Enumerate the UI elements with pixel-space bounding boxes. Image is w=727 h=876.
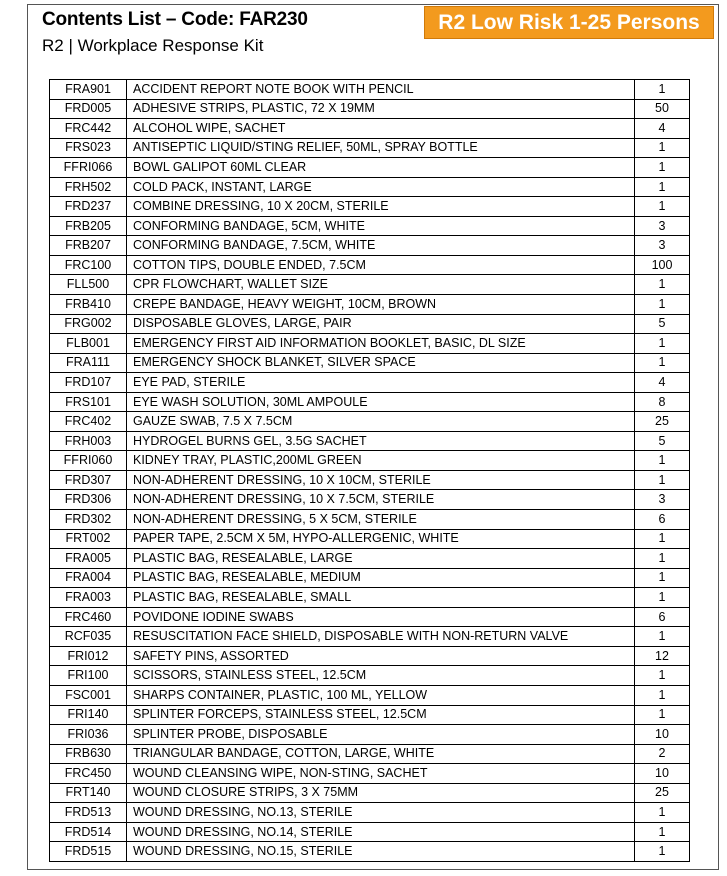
item-description: NON-ADHERENT DRESSING, 10 X 10CM, STERILE — [127, 470, 635, 490]
item-description: ALCOHOL WIPE, SACHET — [127, 119, 635, 139]
table-row — [50, 99, 690, 119]
item-description: WOUND DRESSING, NO.13, STERILE — [127, 803, 635, 823]
item-description: COMBINE DRESSING, 10 X 20CM, STERILE — [127, 197, 635, 217]
item-quantity: 8 — [635, 392, 690, 412]
table-row — [50, 177, 690, 197]
item-code: FRD005 — [50, 99, 127, 119]
table-row — [50, 627, 690, 647]
item-description: COTTON TIPS, DOUBLE ENDED, 7.5CM — [127, 255, 635, 275]
item-code: FRB630 — [50, 744, 127, 764]
item-quantity: 1 — [635, 334, 690, 354]
item-code: FRD514 — [50, 822, 127, 842]
item-code: FRA003 — [50, 588, 127, 608]
table-row — [50, 744, 690, 764]
page-title: Contents List – Code: FAR230 — [42, 9, 308, 30]
item-description: SHARPS CONTAINER, PLASTIC, 100 ML, YELLOW — [127, 685, 635, 705]
table-row — [50, 314, 690, 334]
item-description: EYE PAD, STERILE — [127, 373, 635, 393]
item-quantity: 6 — [635, 607, 690, 627]
item-description: CREPE BANDAGE, HEAVY WEIGHT, 10CM, BROWN — [127, 295, 635, 315]
item-quantity: 1 — [635, 568, 690, 588]
item-quantity: 10 — [635, 725, 690, 745]
item-quantity: 1 — [635, 685, 690, 705]
table-row — [50, 216, 690, 236]
item-code: FRD307 — [50, 470, 127, 490]
item-code: FRB205 — [50, 216, 127, 236]
item-code: FRD515 — [50, 842, 127, 862]
table-row — [50, 764, 690, 784]
table-row — [50, 607, 690, 627]
table-row — [50, 705, 690, 725]
item-quantity: 3 — [635, 490, 690, 510]
table-row — [50, 725, 690, 745]
item-quantity: 1 — [635, 275, 690, 295]
item-description: EMERGENCY SHOCK BLANKET, SILVER SPACE — [127, 353, 635, 373]
contents-table — [49, 79, 690, 862]
item-quantity: 1 — [635, 666, 690, 686]
item-code: FRB410 — [50, 295, 127, 315]
item-code: FRD107 — [50, 373, 127, 393]
item-quantity: 1 — [635, 158, 690, 178]
item-quantity: 1 — [635, 549, 690, 569]
item-quantity: 25 — [635, 412, 690, 432]
item-description: WOUND DRESSING, NO.15, STERILE — [127, 842, 635, 862]
item-quantity: 1 — [635, 353, 690, 373]
item-description: EYE WASH SOLUTION, 30ML AMPOULE — [127, 392, 635, 412]
item-quantity: 5 — [635, 314, 690, 334]
item-code: FRI036 — [50, 725, 127, 745]
table-row — [50, 255, 690, 275]
item-description: DISPOSABLE GLOVES, LARGE, PAIR — [127, 314, 635, 334]
table-row — [50, 510, 690, 530]
item-description: PLASTIC BAG, RESEALABLE, MEDIUM — [127, 568, 635, 588]
item-description: HYDROGEL BURNS GEL, 3.5G SACHET — [127, 431, 635, 451]
item-description: SAFETY PINS, ASSORTED — [127, 646, 635, 666]
table-row — [50, 666, 690, 686]
table-row — [50, 783, 690, 803]
table-row — [50, 236, 690, 256]
table-row — [50, 646, 690, 666]
item-quantity: 1 — [635, 138, 690, 158]
item-code: FLB001 — [50, 334, 127, 354]
item-code: FRA901 — [50, 80, 127, 100]
table-row — [50, 803, 690, 823]
item-quantity: 10 — [635, 764, 690, 784]
item-quantity: 1 — [635, 842, 690, 862]
item-description: POVIDONE IODINE SWABS — [127, 607, 635, 627]
item-quantity: 1 — [635, 470, 690, 490]
table-row — [50, 822, 690, 842]
item-code: FRT002 — [50, 529, 127, 549]
item-quantity: 2 — [635, 744, 690, 764]
item-quantity: 1 — [635, 529, 690, 549]
item-description: WOUND DRESSING, NO.14, STERILE — [127, 822, 635, 842]
table-row — [50, 353, 690, 373]
item-quantity: 100 — [635, 255, 690, 275]
item-quantity: 1 — [635, 197, 690, 217]
item-quantity: 1 — [635, 177, 690, 197]
item-code: FRD237 — [50, 197, 127, 217]
item-description: SCISSORS, STAINLESS STEEL, 12.5CM — [127, 666, 635, 686]
item-code: FRI012 — [50, 646, 127, 666]
item-quantity: 50 — [635, 99, 690, 119]
item-quantity: 12 — [635, 646, 690, 666]
page-subtitle: R2 | Workplace Response Kit — [42, 36, 264, 55]
item-quantity: 1 — [635, 80, 690, 100]
item-quantity: 1 — [635, 588, 690, 608]
item-code: FRC442 — [50, 119, 127, 139]
item-description: NON-ADHERENT DRESSING, 10 X 7.5CM, STERILE — [127, 490, 635, 510]
item-code: FRC402 — [50, 412, 127, 432]
item-quantity: 4 — [635, 373, 690, 393]
item-code: FRD302 — [50, 510, 127, 530]
table-row — [50, 295, 690, 315]
item-quantity: 5 — [635, 431, 690, 451]
contents-table-body — [50, 80, 690, 862]
item-quantity: 6 — [635, 510, 690, 530]
table-row — [50, 431, 690, 451]
table-row — [50, 138, 690, 158]
table-row — [50, 275, 690, 295]
item-code: FRS023 — [50, 138, 127, 158]
item-quantity: 1 — [635, 627, 690, 647]
table-row — [50, 119, 690, 139]
item-code: FRD513 — [50, 803, 127, 823]
item-description: PAPER TAPE, 2.5CM X 5M, HYPO-ALLERGENIC, WHITE — [127, 529, 635, 549]
item-code: FSC001 — [50, 685, 127, 705]
item-description: GAUZE SWAB, 7.5 X 7.5CM — [127, 412, 635, 432]
item-code: RCF035 — [50, 627, 127, 647]
item-code: FRD306 — [50, 490, 127, 510]
table-row — [50, 392, 690, 412]
table-row — [50, 412, 690, 432]
item-code: FRA111 — [50, 353, 127, 373]
item-code: FRC100 — [50, 255, 127, 275]
item-description: PLASTIC BAG, RESEALABLE, LARGE — [127, 549, 635, 569]
item-description: COLD PACK, INSTANT, LARGE — [127, 177, 635, 197]
item-description: ACCIDENT REPORT NOTE BOOK WITH PENCIL — [127, 80, 635, 100]
item-quantity: 3 — [635, 216, 690, 236]
item-description: ADHESIVE STRIPS, PLASTIC, 72 X 19MM — [127, 99, 635, 119]
contents-table-container — [49, 79, 690, 862]
table-row — [50, 334, 690, 354]
item-code: FRI140 — [50, 705, 127, 725]
table-row — [50, 451, 690, 471]
item-code: FRG002 — [50, 314, 127, 334]
item-description: PLASTIC BAG, RESEALABLE, SMALL — [127, 588, 635, 608]
item-description: CPR FLOWCHART, WALLET SIZE — [127, 275, 635, 295]
item-code: FRI100 — [50, 666, 127, 686]
item-code: FRS101 — [50, 392, 127, 412]
item-code: FRA005 — [50, 549, 127, 569]
item-code: FFRI066 — [50, 158, 127, 178]
table-row — [50, 470, 690, 490]
item-code: FLL500 — [50, 275, 127, 295]
table-row — [50, 842, 690, 862]
item-code: FRC460 — [50, 607, 127, 627]
item-quantity: 1 — [635, 822, 690, 842]
item-code: FRB207 — [50, 236, 127, 256]
item-code: FRC450 — [50, 764, 127, 784]
table-row — [50, 490, 690, 510]
item-description: NON-ADHERENT DRESSING, 5 X 5CM, STERILE — [127, 510, 635, 530]
table-row — [50, 529, 690, 549]
table-row — [50, 373, 690, 393]
item-description: SPLINTER FORCEPS, STAINLESS STEEL, 12.5CM — [127, 705, 635, 725]
item-description: CONFORMING BANDAGE, 5CM, WHITE — [127, 216, 635, 236]
item-description: RESUSCITATION FACE SHIELD, DISPOSABLE WITH NON-RETURN VALVE — [127, 627, 635, 647]
item-description: CONFORMING BANDAGE, 7.5CM, WHITE — [127, 236, 635, 256]
item-quantity: 1 — [635, 451, 690, 471]
item-quantity: 25 — [635, 783, 690, 803]
item-code: FRH502 — [50, 177, 127, 197]
item-description: BOWL GALIPOT 60ML CLEAR — [127, 158, 635, 178]
item-code: FRH003 — [50, 431, 127, 451]
table-row — [50, 685, 690, 705]
item-code: FRT140 — [50, 783, 127, 803]
table-row — [50, 80, 690, 100]
table-row — [50, 568, 690, 588]
table-row — [50, 158, 690, 178]
item-quantity: 1 — [635, 295, 690, 315]
item-code: FFRI060 — [50, 451, 127, 471]
item-description: KIDNEY TRAY, PLASTIC,200ML GREEN — [127, 451, 635, 471]
item-code: FRA004 — [50, 568, 127, 588]
item-description: ANTISEPTIC LIQUID/STING RELIEF, 50ML, SPRAY BOTTLE — [127, 138, 635, 158]
table-row — [50, 549, 690, 569]
item-description: TRIANGULAR BANDAGE, COTTON, LARGE, WHITE — [127, 744, 635, 764]
item-quantity: 3 — [635, 236, 690, 256]
table-row — [50, 197, 690, 217]
item-description: EMERGENCY FIRST AID INFORMATION BOOKLET, BASIC, DL SIZE — [127, 334, 635, 354]
risk-level-badge: R2 Low Risk 1-25 Persons — [424, 6, 714, 39]
item-quantity: 4 — [635, 119, 690, 139]
item-description: SPLINTER PROBE, DISPOSABLE — [127, 725, 635, 745]
item-description: WOUND CLEANSING WIPE, NON-STING, SACHET — [127, 764, 635, 784]
item-quantity: 1 — [635, 705, 690, 725]
table-row — [50, 588, 690, 608]
item-quantity: 1 — [635, 803, 690, 823]
item-description: WOUND CLOSURE STRIPS, 3 X 75MM — [127, 783, 635, 803]
